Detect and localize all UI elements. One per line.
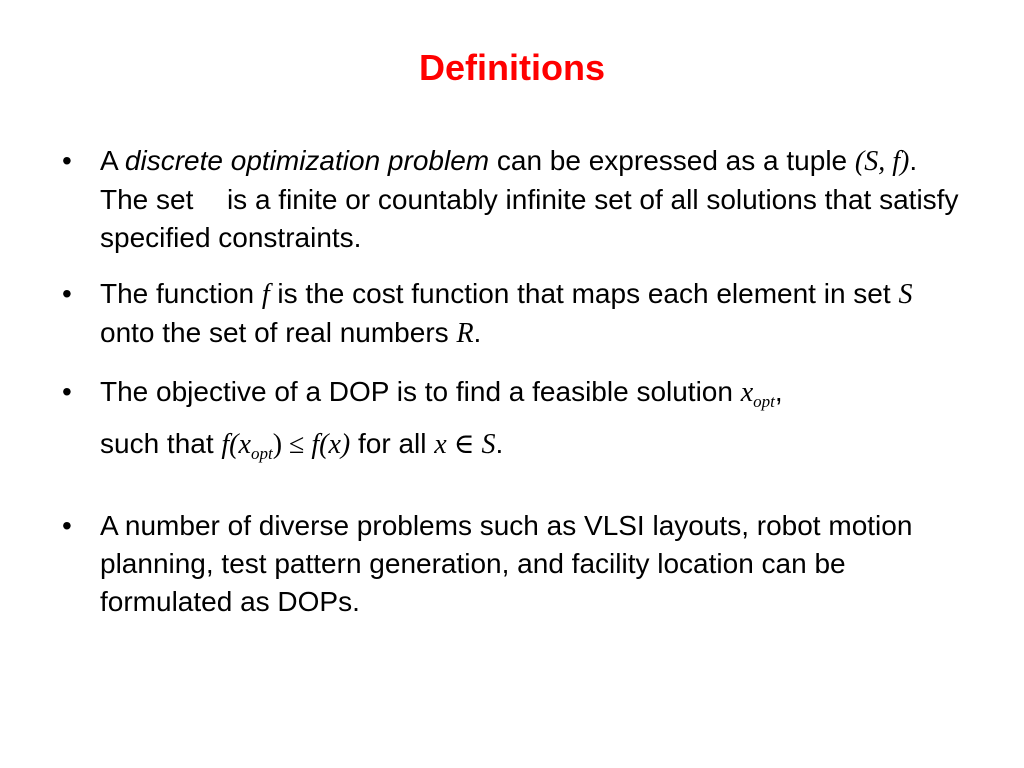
math-x: x xyxy=(740,377,754,408)
math-f-open: f( xyxy=(221,429,239,460)
bullet-item-objective xyxy=(62,373,962,473)
bullet-symbol: • xyxy=(62,278,72,309)
math-f: f xyxy=(261,279,270,310)
math-subscript-opt: opt xyxy=(250,444,273,463)
math-x: x xyxy=(434,429,447,460)
bullet-list xyxy=(62,142,962,621)
math-x: x xyxy=(238,429,251,460)
bullet-item-dop-definition xyxy=(62,142,962,257)
text-run: The function xyxy=(100,278,262,309)
term-discrete-optimization-problem: discrete optimization problem xyxy=(124,145,490,176)
math-s: S xyxy=(481,429,496,460)
slide-title: Definitions xyxy=(419,47,605,88)
text-run: A xyxy=(100,145,125,176)
math-close-leq: ) ≤ xyxy=(272,429,312,460)
bullet-text: A number of diverse problems such as VLSI layouts, robot motion planning, test pattern generation, and facility location can be formulated as DOPs. xyxy=(100,510,913,617)
bullet-item-applications xyxy=(62,507,962,621)
objective-line-1 xyxy=(100,373,962,421)
math-element-of: ∈ xyxy=(446,429,482,460)
bullet-item-cost-function xyxy=(62,275,962,353)
bullet-symbol: • xyxy=(62,510,72,541)
text-run: can be expressed as a tuple xyxy=(489,145,855,176)
text-run: is a finite or countably infinite set of all solutions that satisfy specified constraints. xyxy=(100,184,959,253)
text-run: for all xyxy=(350,428,435,459)
objective-line-2 xyxy=(100,425,962,473)
text-run: , xyxy=(774,376,783,407)
text-run: onto the set of real numbers xyxy=(100,317,457,348)
math-r: R xyxy=(456,318,474,349)
text-run: such that xyxy=(100,428,222,459)
math-fx: f(x) xyxy=(311,429,351,460)
text-run: . xyxy=(495,428,504,459)
math-subscript-opt: opt xyxy=(753,392,775,411)
text-run: . xyxy=(473,317,482,348)
math-tuple: (S, f) xyxy=(854,146,910,177)
text-run: is the cost function that maps each element in set xyxy=(269,278,899,309)
bullet-symbol: • xyxy=(62,145,72,176)
text-run: The objective of a DOP is to find a feasible solution xyxy=(100,376,741,407)
bullet-symbol: • xyxy=(62,376,72,407)
math-s: S xyxy=(898,279,913,310)
text-run: . The set xyxy=(100,145,918,215)
